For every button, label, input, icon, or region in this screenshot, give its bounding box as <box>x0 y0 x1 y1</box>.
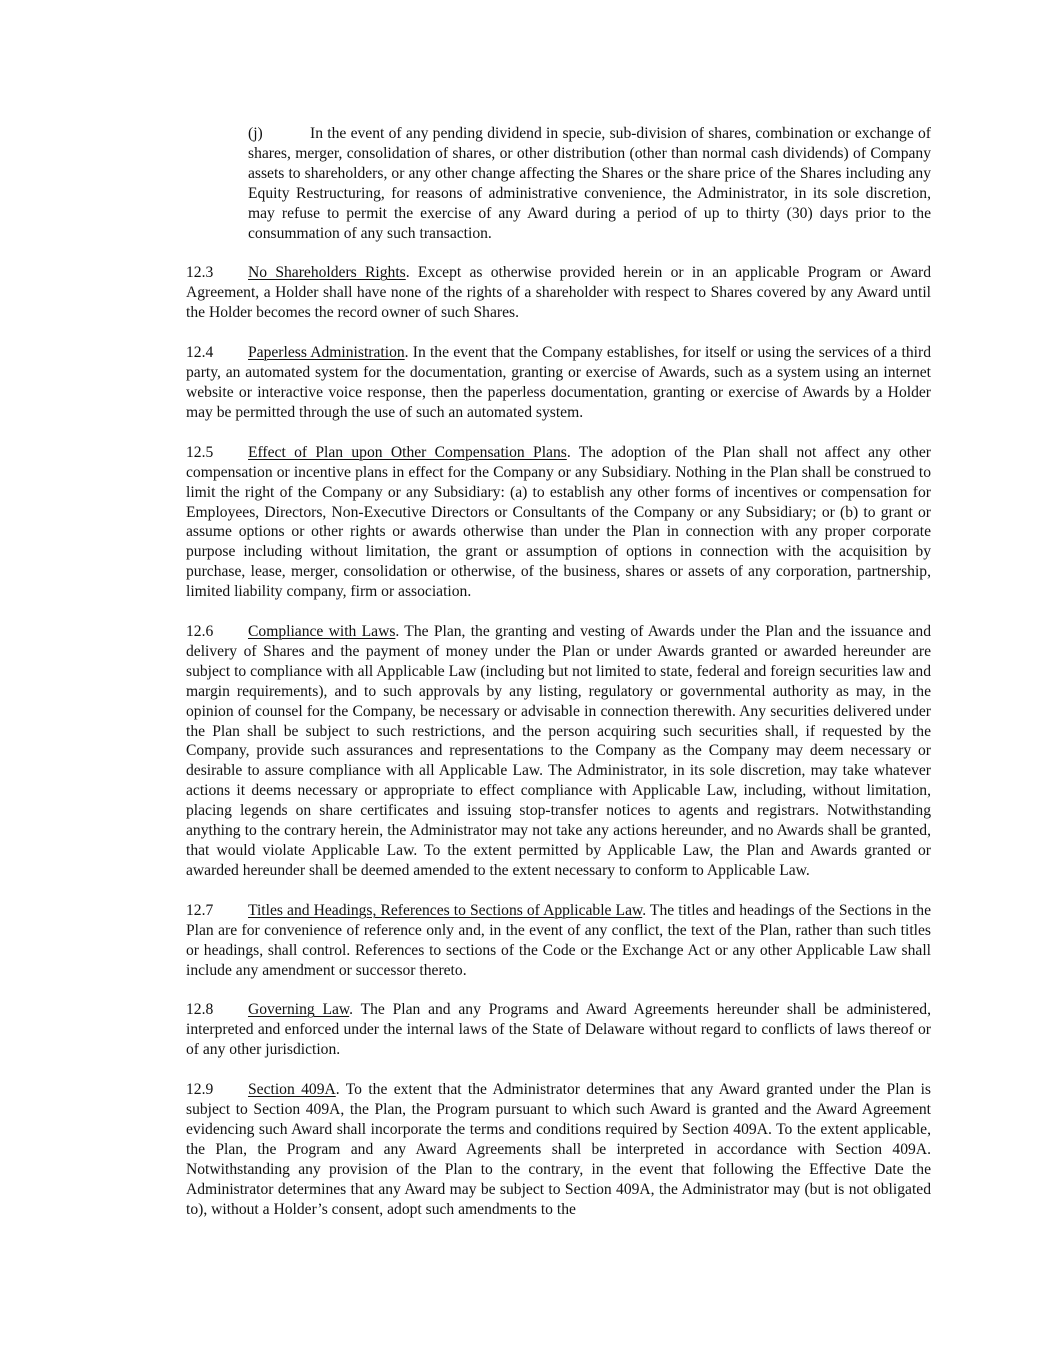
section-heading: No Shareholders Rights <box>248 264 406 282</box>
section-heading: Governing Law <box>248 1001 350 1019</box>
document-page <box>186 124 931 1240</box>
paragraph-text: . The adoption of the Plan shall not affect any other compensation or incentive plans in effect for the Company or any Subsidiary. Nothing in the Plan shall be construed to limit the right of the Company or any Subsidiary: (a) to establish any other forms of incentives or compensation for Employees, Directors, Non-Executive Directors or Consultants of the Company or any Subsidiary; or (b) to grant or assume options or other rights or awards otherwise than under the Plan in connection with any proper corporate purpose including without limitation, the grant or assumption of options in connection with the acquisition by purchase, lease, merger, consolidation or otherwise, of the business, shares or assets of any corporation, partnership, limited liability company, firm or association. <box>186 443 932 601</box>
paragraph-number: 12.9 <box>186 1081 214 1099</box>
paragraph-text: . The Plan and any Programs and Award Agreements hereunder shall be administered, interpreted and enforced under the internal laws of the State of Delaware without regard to conflicts of laws thereof or of any other jurisdiction. <box>186 1001 931 1059</box>
section-heading: Titles and Headings, References to Sections of Applicable Law <box>248 901 643 919</box>
paragraph-text: . The titles and headings of the Sections in the Plan are for convenience of reference only and, in the event of any conflict, the text of the Plan, rather than such titles or headings, shall control. References to sections of the Code or the Exchange Act or any other Applicable Law shall include any amendment or successor thereto. <box>186 901 931 979</box>
paragraph-number: 12.6 <box>186 623 214 641</box>
paragraph-number: 12.4 <box>186 344 214 362</box>
paragraph-number: 12.7 <box>186 901 214 919</box>
section-heading: Compliance with Laws <box>248 623 396 641</box>
paragraph-text: . To the extent that the Administrator determines that any Award granted under the Plan is subject to Section 409A, the Plan, the Program pursuant to which such Award is granted and the Award Agreement evidencing such Award shall incorporate the terms and conditions required by Section 409A. To the extent applicable, the Plan, the Program and any Award Agreements shall be interpreted in accordance with Section 409A. Notwithstanding any provision of the Plan to the contrary, in the event that following the Effective Date the Administrator determines that any Award may be subject to Section 409A, the Administrator may (but is not obligated to), without a Holder’s consent, adopt such amendments to the <box>186 1081 931 1218</box>
paragraph-number: (j) <box>248 125 263 142</box>
section-heading: Section 409A <box>248 1081 336 1099</box>
paragraph-12-6 <box>186 622 931 881</box>
paragraph-text: In the event of any pending dividend in specie, sub-division of shares, combination or exchange of shares, merger, consolidation of shares, or other distribution (other than normal cash dividends) of Company assets to shareholders, or any other change affecting the Shares or the share price of the Shares including any Equity Restructuring, for reasons of administrative convenience, the Administrator, in its sole discretion, may refuse to permit the exercise of any Award during a period of up to thirty (30) days prior to the consummation of any such transaction. <box>248 125 931 242</box>
paragraph-12-5 <box>186 443 931 602</box>
paragraph-text: . In the event that the Company establishes, for itself or using the services of a third party, an automated system for the documentation, granting or exercise of Awards, such as a system using an internet website or interactive voice response, then the paperless documentation, granting or exercise of Awards by a Holder may be permitted through the use of such an automated system. <box>186 344 931 421</box>
paragraph-12-8 <box>186 1000 931 1060</box>
paragraph-text: . The Plan, the granting and vesting of Awards under the Plan and the issuance and delivery of Shares and the payment of money under the Plan or under Awards granted or awarded hereunder are subject to compliance with all Applicable Law (including but not limited to state, federal and foreign securities law and margin requirements), and to such approvals by any listing, regulatory or governmental authority as may, in the opinion of counsel for the Company, be necessary or advisable in connection therewith. Any securities delivered under the Plan shall be subject to such restrictions, and the person acquiring such securities shall, if requested by the Company, provide such assurances and representations to the Company as the Company may deem necessary or desirable to assure compliance with all Applicable Law. The Administrator, in its sole discretion, may take whatever actions it deems necessary or appropriate to effect compliance with Applicable Law, including, without limitation, placing legends on share certificates and issuing stop-transfer notices to agents and registrars. Notwithstanding anything to the contrary herein, the Administrator may not take any actions hereunder, and no Awards shall be granted, that would violate Applicable Law. To the extent permitted by Applicable Law, the Plan and Awards granted or awarded hereunder shall be deemed amended to the extent necessary to conform to Applicable Law. <box>186 623 931 879</box>
paragraph-number: 12.3 <box>186 264 214 282</box>
paragraph-text: . Except as otherwise provided herein or in an applicable Program or Award Agreement, a Holder shall have none of the rights of a shareholder with respect to Shares covered by any Award until the Holder becomes the record owner of such Shares. <box>186 264 931 322</box>
section-heading: Paperless Administration <box>248 344 405 362</box>
paragraph-number: 12.8 <box>186 1001 214 1019</box>
paragraph-12-3 <box>186 263 931 323</box>
paragraph-j <box>248 124 931 243</box>
paragraph-number: 12.5 <box>186 443 214 461</box>
paragraph-12-9 <box>186 1080 931 1219</box>
paragraph-12-4 <box>186 343 931 423</box>
paragraph-12-7 <box>186 901 931 981</box>
section-heading: Effect of Plan upon Other Compensation Plans <box>248 443 567 461</box>
